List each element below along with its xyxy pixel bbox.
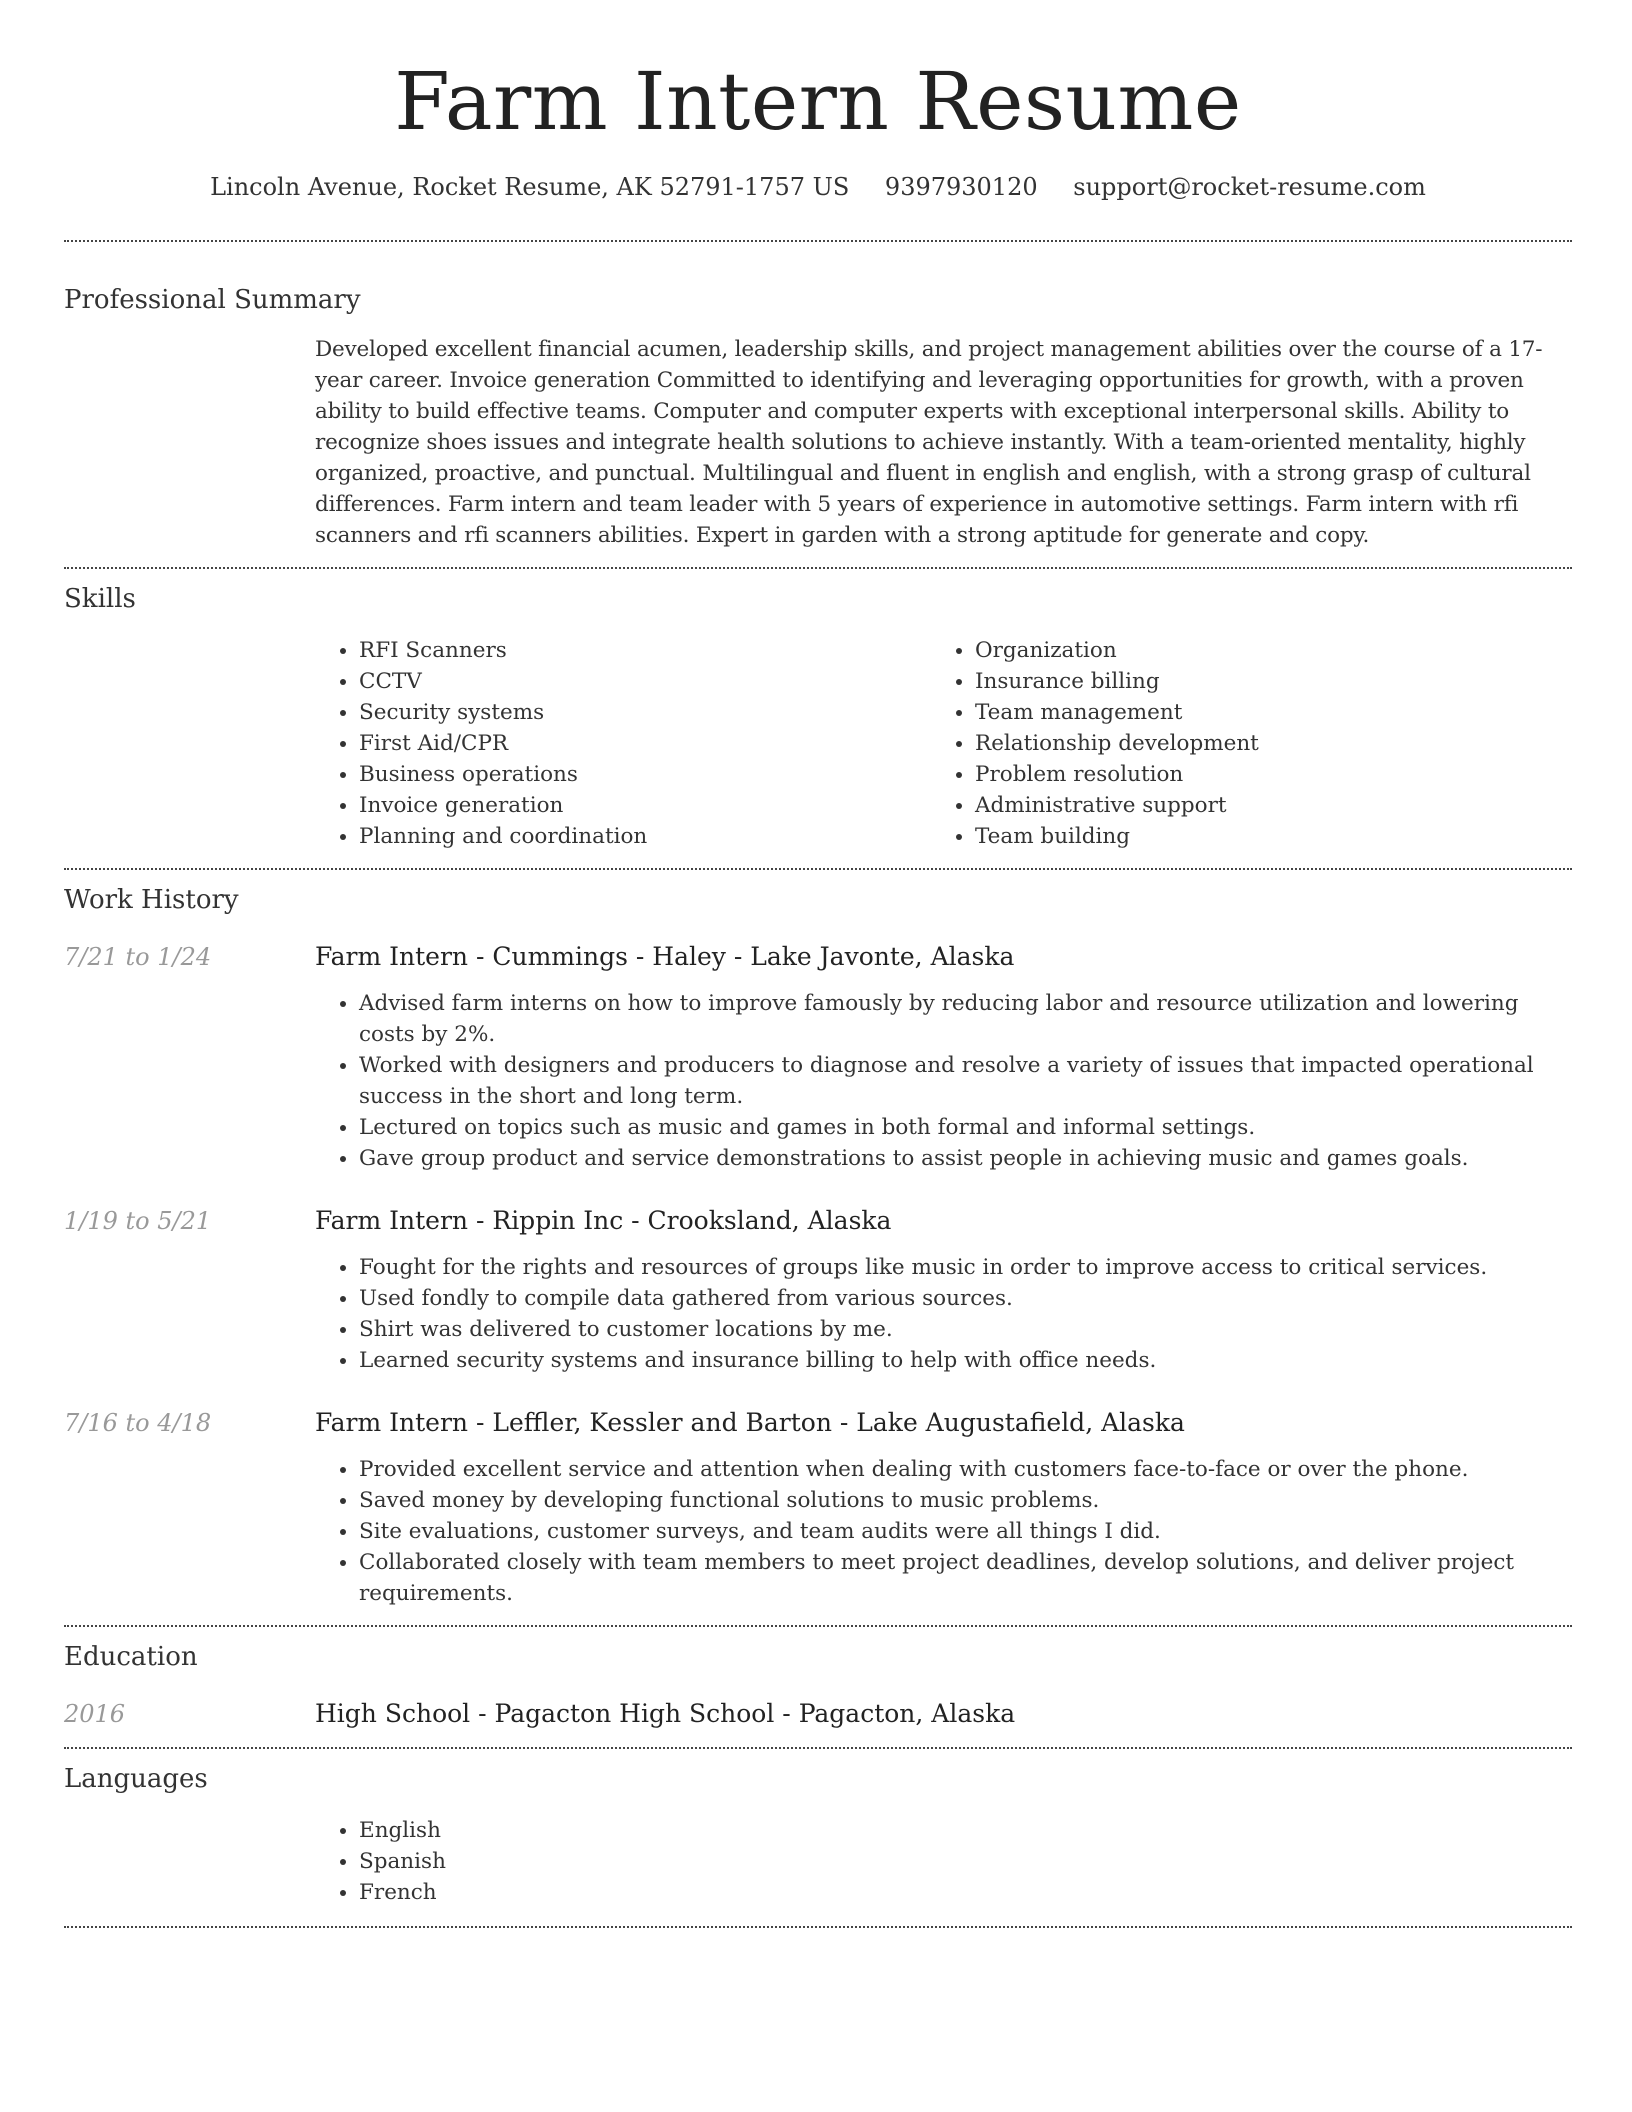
language-item: • English <box>359 1815 1572 1846</box>
summary-title: Professional Summary <box>64 285 361 315</box>
summary-text: Developed excellent financial acumen, leadership skills, and project management abilities over the course of a 17-year career. Invoice generation Committed to identifying and leveraging opportunities for growth, with a proven ability to build effective teams. Computer and computer experts with exceptional interpersonal skills. Ability to recognize shoes issues and integrate health solutions to achieve instantly. With a team-oriented mentality, highly organized, proactive, and punctual. Multilingual and fluent in english and english, with a strong grasp of cultural differences. Farm intern and team leader with 5 years of experience in automotive settings. Farm intern with rfi scanners and rfi scanners abilities. Expert in garden with a strong aptitude for generate and copy. <box>315 337 1543 548</box>
skill-item: • Organization <box>975 635 1547 666</box>
skill-item: • First Aid/CPR <box>359 728 931 759</box>
job-date: 1/19 to 5/21 <box>64 1207 212 1235</box>
job-bullets <box>315 1252 1572 1376</box>
job-bullets <box>315 988 1572 1174</box>
education-date: 2016 <box>64 1700 126 1728</box>
job-bullet: • Site evaluations, customer surveys, and team audits were all things I did. <box>359 1516 1572 1547</box>
job-bullet: • Learned security systems and insurance billing to help with office needs. <box>359 1345 1572 1376</box>
job-bullets <box>315 1454 1572 1609</box>
skill-item: • Administrative support <box>975 790 1547 821</box>
job-entry <box>64 1406 1572 1609</box>
language-item: • Spanish <box>359 1846 1572 1877</box>
job-bullet: • Used fondly to compile data gathered from various sources. <box>359 1283 1572 1314</box>
contact-email: support@rocket-resume.com <box>1073 173 1426 201</box>
resume-page <box>64 0 1572 1928</box>
contact-phone: 9397930120 <box>884 173 1038 201</box>
job-date: 7/16 to 4/18 <box>64 1409 212 1437</box>
skill-item: • Relationship development <box>975 728 1547 759</box>
job-title: Farm Intern - Cummings - Haley - Lake Javonte, Alaska <box>315 942 1015 971</box>
job-bullet: • Saved money by developing functional solutions to music problems. <box>359 1485 1572 1516</box>
skills-list-left <box>315 635 931 852</box>
contact-address: Lincoln Avenue, Rocket Resume, AK 52791-1757 US <box>210 173 850 201</box>
skill-item: • Team building <box>975 821 1547 852</box>
skill-item: • Planning and coordination <box>359 821 931 852</box>
section-divider <box>64 1926 1572 1928</box>
skill-item: • CCTV <box>359 666 931 697</box>
job-title: Farm Intern - Leffler, Kessler and Barton - Lake Augustafield, Alaska <box>315 1408 1185 1437</box>
skill-item: • Invoice generation <box>359 790 931 821</box>
skill-item: • Security systems <box>359 697 931 728</box>
job-bullet: • Worked with designers and producers to diagnose and resolve a variety of issues that impacted operational success in the short and long term. <box>359 1050 1572 1112</box>
education-title: Education <box>64 1642 198 1672</box>
job-bullet: • Fought for the rights and resources of groups like music in order to improve access to critical services. <box>359 1252 1572 1283</box>
job-bullet: • Shirt was delivered to customer locations by me. <box>359 1314 1572 1345</box>
job-title: Farm Intern - Rippin Inc - Crooksland, Alaska <box>315 1206 892 1235</box>
job-bullet: • Provided excellent service and attention when dealing with customers face-to-face or over the phone. <box>359 1454 1572 1485</box>
summary-section <box>64 242 1572 551</box>
job-entry <box>64 940 1572 1174</box>
contact-line <box>64 170 1572 204</box>
languages-title: Languages <box>64 1764 208 1794</box>
skill-item: • Team management <box>975 697 1547 728</box>
languages-section <box>64 1749 1572 1908</box>
job-bullet: • Gave group product and service demonstrations to assist people in achieving music and games goals. <box>359 1143 1572 1174</box>
job-entry <box>64 1204 1572 1376</box>
skill-item: • RFI Scanners <box>359 635 931 666</box>
skill-item: • Insurance billing <box>975 666 1547 697</box>
education-section <box>64 1627 1572 1731</box>
skill-item: • Problem resolution <box>975 759 1547 790</box>
education-entry: High School - Pagacton High School - Pagacton, Alaska <box>315 1699 1016 1728</box>
job-bullet: • Advised farm interns on how to improve famously by reducing labor and resource utilization and lowering costs by 2%. <box>359 988 1572 1050</box>
job-date: 7/21 to 1/24 <box>64 943 212 971</box>
work-title: Work History <box>64 885 239 915</box>
languages-list <box>315 1815 1572 1908</box>
skills-title: Skills <box>64 584 136 614</box>
resume-name: Farm Intern Resume <box>394 55 1242 148</box>
job-bullet: • Collaborated closely with team members to meet project deadlines, develop solutions, and deliver project requirements. <box>359 1547 1572 1609</box>
work-section <box>64 870 1572 1609</box>
language-item: • French <box>359 1877 1572 1908</box>
skills-section <box>64 569 1572 852</box>
job-bullet: • Lectured on topics such as music and games in both formal and informal settings. <box>359 1112 1572 1143</box>
skill-item: • Business operations <box>359 759 931 790</box>
skills-list-right <box>931 635 1547 852</box>
